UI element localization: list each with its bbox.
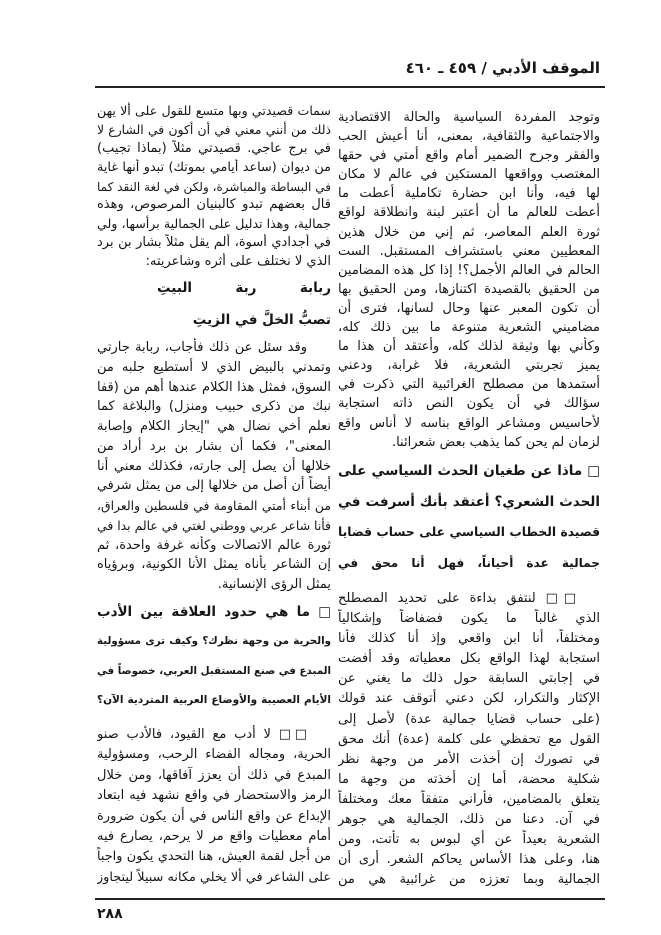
interview-answer (97, 725, 331, 888)
text-line: لها فيه، وأنا ابن حضارة تكاملية أعطت ما (338, 186, 600, 202)
text-line: من أجل لقمة العيش، هنا التحدي يكون واجباً (97, 849, 331, 865)
text-line: سمات قصيدتي وبها متسع للقول على ألا يهن (97, 103, 331, 118)
page-number: ٢٨٨ (97, 906, 123, 922)
text-line: □□ لا أدب مع القيود، فالأدب صنو (97, 727, 307, 742)
text-line: استجابة لهذا الواقع بكل معطياته وقد أفضت (338, 651, 600, 667)
question-line: □ ماذا عن طغيان الحدث السياسي على (338, 463, 600, 479)
text-line: إن الشاعر بأناه يمثل الأنا الكونية، وبرؤياه (97, 557, 331, 573)
text-line: لزمان لم يحن كما يذهب بعض شعرائنا. (391, 434, 600, 450)
text-line: الشعرية بعيداً عن أي لبوس به تأتت، ومن (338, 832, 600, 848)
text-line: وتوجد المفردة السياسية والحالة الاقتصادية (338, 110, 600, 125)
text-line: المبدع في ذلك أن يعزز آفاقها، ومن خلال (97, 767, 331, 783)
text-line: يمثل الرؤى الإنسانية. (217, 577, 331, 592)
text-line: أيضاً أن أصل من خلالها إلى من يمثل شرفي (97, 478, 331, 494)
text-line: أستمدها من مصطلح الغرائبية التي ذكرت في (338, 377, 600, 393)
header-rule (95, 86, 605, 88)
text-line: من أبناء أمتي المقاومة في فلسطين والعراق، (97, 498, 331, 513)
text-line: الحرية، ومجاله الفضاء الرحب، ومسؤولية (97, 747, 331, 763)
text-line: هنا، وعلى هذا الأساس يحاكم الشعر. أرى أن (338, 852, 600, 868)
text-line: والفقر وجرح الضمير أمام واقع أمتي في حقها (338, 148, 600, 164)
text-line: وتمدني بالبيض الذي لا أستطيع جلبه من (97, 359, 331, 375)
journal-header: الموقف الأدبي / ٤٥٩ ـ ٤٦٠ (405, 59, 600, 77)
footer-rule (95, 898, 605, 900)
text-line: وقد سئل عن ذلك فأجاب، ربابة جارتي (97, 340, 307, 355)
question-line: الأيام العصيبة والأوضاع العربية المتردية الآن؟ (97, 693, 331, 706)
text-line: في أجدادي أسوة، ألم يقل مثلاً بشار بن برد (97, 235, 331, 251)
text-line: في برج عاجي. قصيدتي مثلاً (بماذا تجيب) (97, 140, 331, 156)
question-line: المبدع في صنع المستقبل العربي، خصوصاً في (97, 664, 331, 677)
text-line: الذي غالباً ما يكون فضفاضاً وإشكالياً (338, 611, 600, 627)
text-line: جمالية، وهذا تدليل على الجمالية برأسها، ولي (97, 216, 331, 232)
question-line: والحرية من وجهة نظرك؟ وكيف ترى مسؤولية (97, 635, 331, 648)
verse-hemistich: تصبُّ الخلَّ في الزيتِ (192, 312, 331, 328)
text-line: على الشاعر في ألا يخلي مكانه سبيلاً ليتجاوز (97, 869, 331, 885)
question-line: □ ما هي حدود العلاقة بين الأدب (97, 604, 331, 620)
question-line: جمالية عدة أحياناً، فهل أنا محق في (338, 555, 600, 570)
text-line: ذلك من أنني معني في أن أكون في الشارع لا (97, 121, 331, 137)
left-column-paragraph (97, 102, 331, 272)
text-line: وكأني بها وثيقة لذلك كله، وأعتقد أن هذا ما (338, 339, 600, 355)
verse-line (97, 276, 331, 300)
text-line: أمام معطيات واقع مر لا يرحم، يصارع فيه (97, 828, 331, 844)
text-line: شكلية محضة، أما إن أخذته من وجهة ما (338, 771, 600, 787)
interview-question (338, 456, 600, 578)
text-line: الجمالية وبما تعززه من غرائبية هي من (338, 872, 600, 888)
text-line: يميز تجربتي الشعرية، فلا غرابة، ودعني (338, 358, 600, 374)
verse-hemistich: ربابة ربة البيتِ (157, 280, 331, 296)
text-line: المعطيين معني باستشراف المستقبل. الست (338, 243, 600, 259)
text-line: والاجتماعية والثقافية، بمعنى، أنا أعيش الحب (338, 129, 600, 145)
text-line: المغتصب وواقعها المستكين في عالم لا مكان (338, 167, 600, 183)
text-line: □□ لنتفق بداءة على تحديد المصطلح (338, 591, 576, 606)
left-column-paragraph (97, 338, 331, 595)
text-line: المعنى"، فكما أن بشار بن برد أراد من (97, 438, 331, 454)
text-line: فأنا شاعر عربي ووطني لغتي في عالم بدا في (97, 517, 331, 533)
text-line: في إجابتي السابقة حول ذلك ما يغني عن (338, 671, 600, 687)
text-line: نعلم أخي نضال هي "إيجاز الكلام وإصابة (97, 419, 331, 434)
text-line: خلالها أن يصل إلى جارته، فكذلك معني أنا (97, 458, 331, 474)
verse-line (97, 308, 331, 332)
text-line: الإبداع عن واقع الناس في أن يكون ضرورة (97, 808, 331, 824)
text-line: مضاميني الشعرية متنوعة ما بين ذلك كله، (338, 320, 600, 336)
text-line: الإكثار والتكرار، لكن دعني أتوقف عند قولك (338, 691, 600, 707)
text-line: قال بعضهم تبدو كالبنيان المرصوص، وهذه (97, 197, 331, 213)
text-line: لأحاسيس ومشاعر الواقع بناسه لا أناس واقع (338, 415, 600, 431)
text-line: من الحقيق بالقصيدة اكتنازها، ومن الحقيق بها (338, 281, 600, 297)
text-line: القول مع تحفظي على كلمة (عدة) أنك محق (338, 731, 600, 747)
text-line: يتعلق بالمضامين، فأراني متفقاً معك ومختلفاً (338, 791, 600, 807)
text-line: في تصورك إن أخذت الأمر من وجهة نظر (338, 751, 600, 767)
text-line: نبك من ذكرى حبيب ومنزل) والبلاغة كما (97, 399, 331, 415)
interview-answer (338, 589, 600, 890)
text-line: سؤالك في أن يكون النص ذاته استجابة (338, 396, 600, 412)
text-line: (على حساب قضايا جمالية عدة) لأصل إلى (338, 711, 600, 727)
text-line: في البساطة والمباشرة، ولكن في لغة النقد كما (97, 179, 331, 194)
text-line: أعطت للعالم ما أن أعتبر لبنة وانطلاقة لواقع (338, 205, 600, 221)
text-line: السوق، فمثل هذا الكلام عندها أهم من (قفا (97, 379, 331, 395)
text-line: الحالم في العالم الأجمل؟! إذا كل هذه المضامين (338, 262, 600, 278)
text-line: في آن. دعنا من ذلك، الجمالية هي جوهر (338, 812, 600, 828)
text-line: ومختلفاً، أنا ابن واقعي وإذ أنا كذلك فأنا (338, 631, 600, 647)
question-line: الحدث الشعري؟ أعتقد بأنك أسرفت في (338, 493, 600, 510)
interview-question (97, 598, 331, 715)
text-line: الرمز والاستحضار في واقع نشهد فيه ابتعاد (97, 788, 331, 804)
text-line: من ديوان (ساعد أيامي بموتك) تبدو أنها غاية (97, 159, 331, 175)
text-line: الذي لا نختلف على أثره وشاعريته: (145, 254, 331, 270)
text-line: ثورة العلم المعاصر، ثم إني من خلال هذين (338, 224, 600, 240)
question-line: قصيدة الخطاب السياسي على حساب قضايا (338, 525, 600, 539)
right-column-paragraph (338, 108, 600, 452)
text-line: ثورة عالم الاتصالات وكأنه غرفة واحدة، ثم (97, 537, 331, 553)
text-line: أن تكون المعبر عنها وحال لسانها، فترى أن (338, 300, 600, 316)
